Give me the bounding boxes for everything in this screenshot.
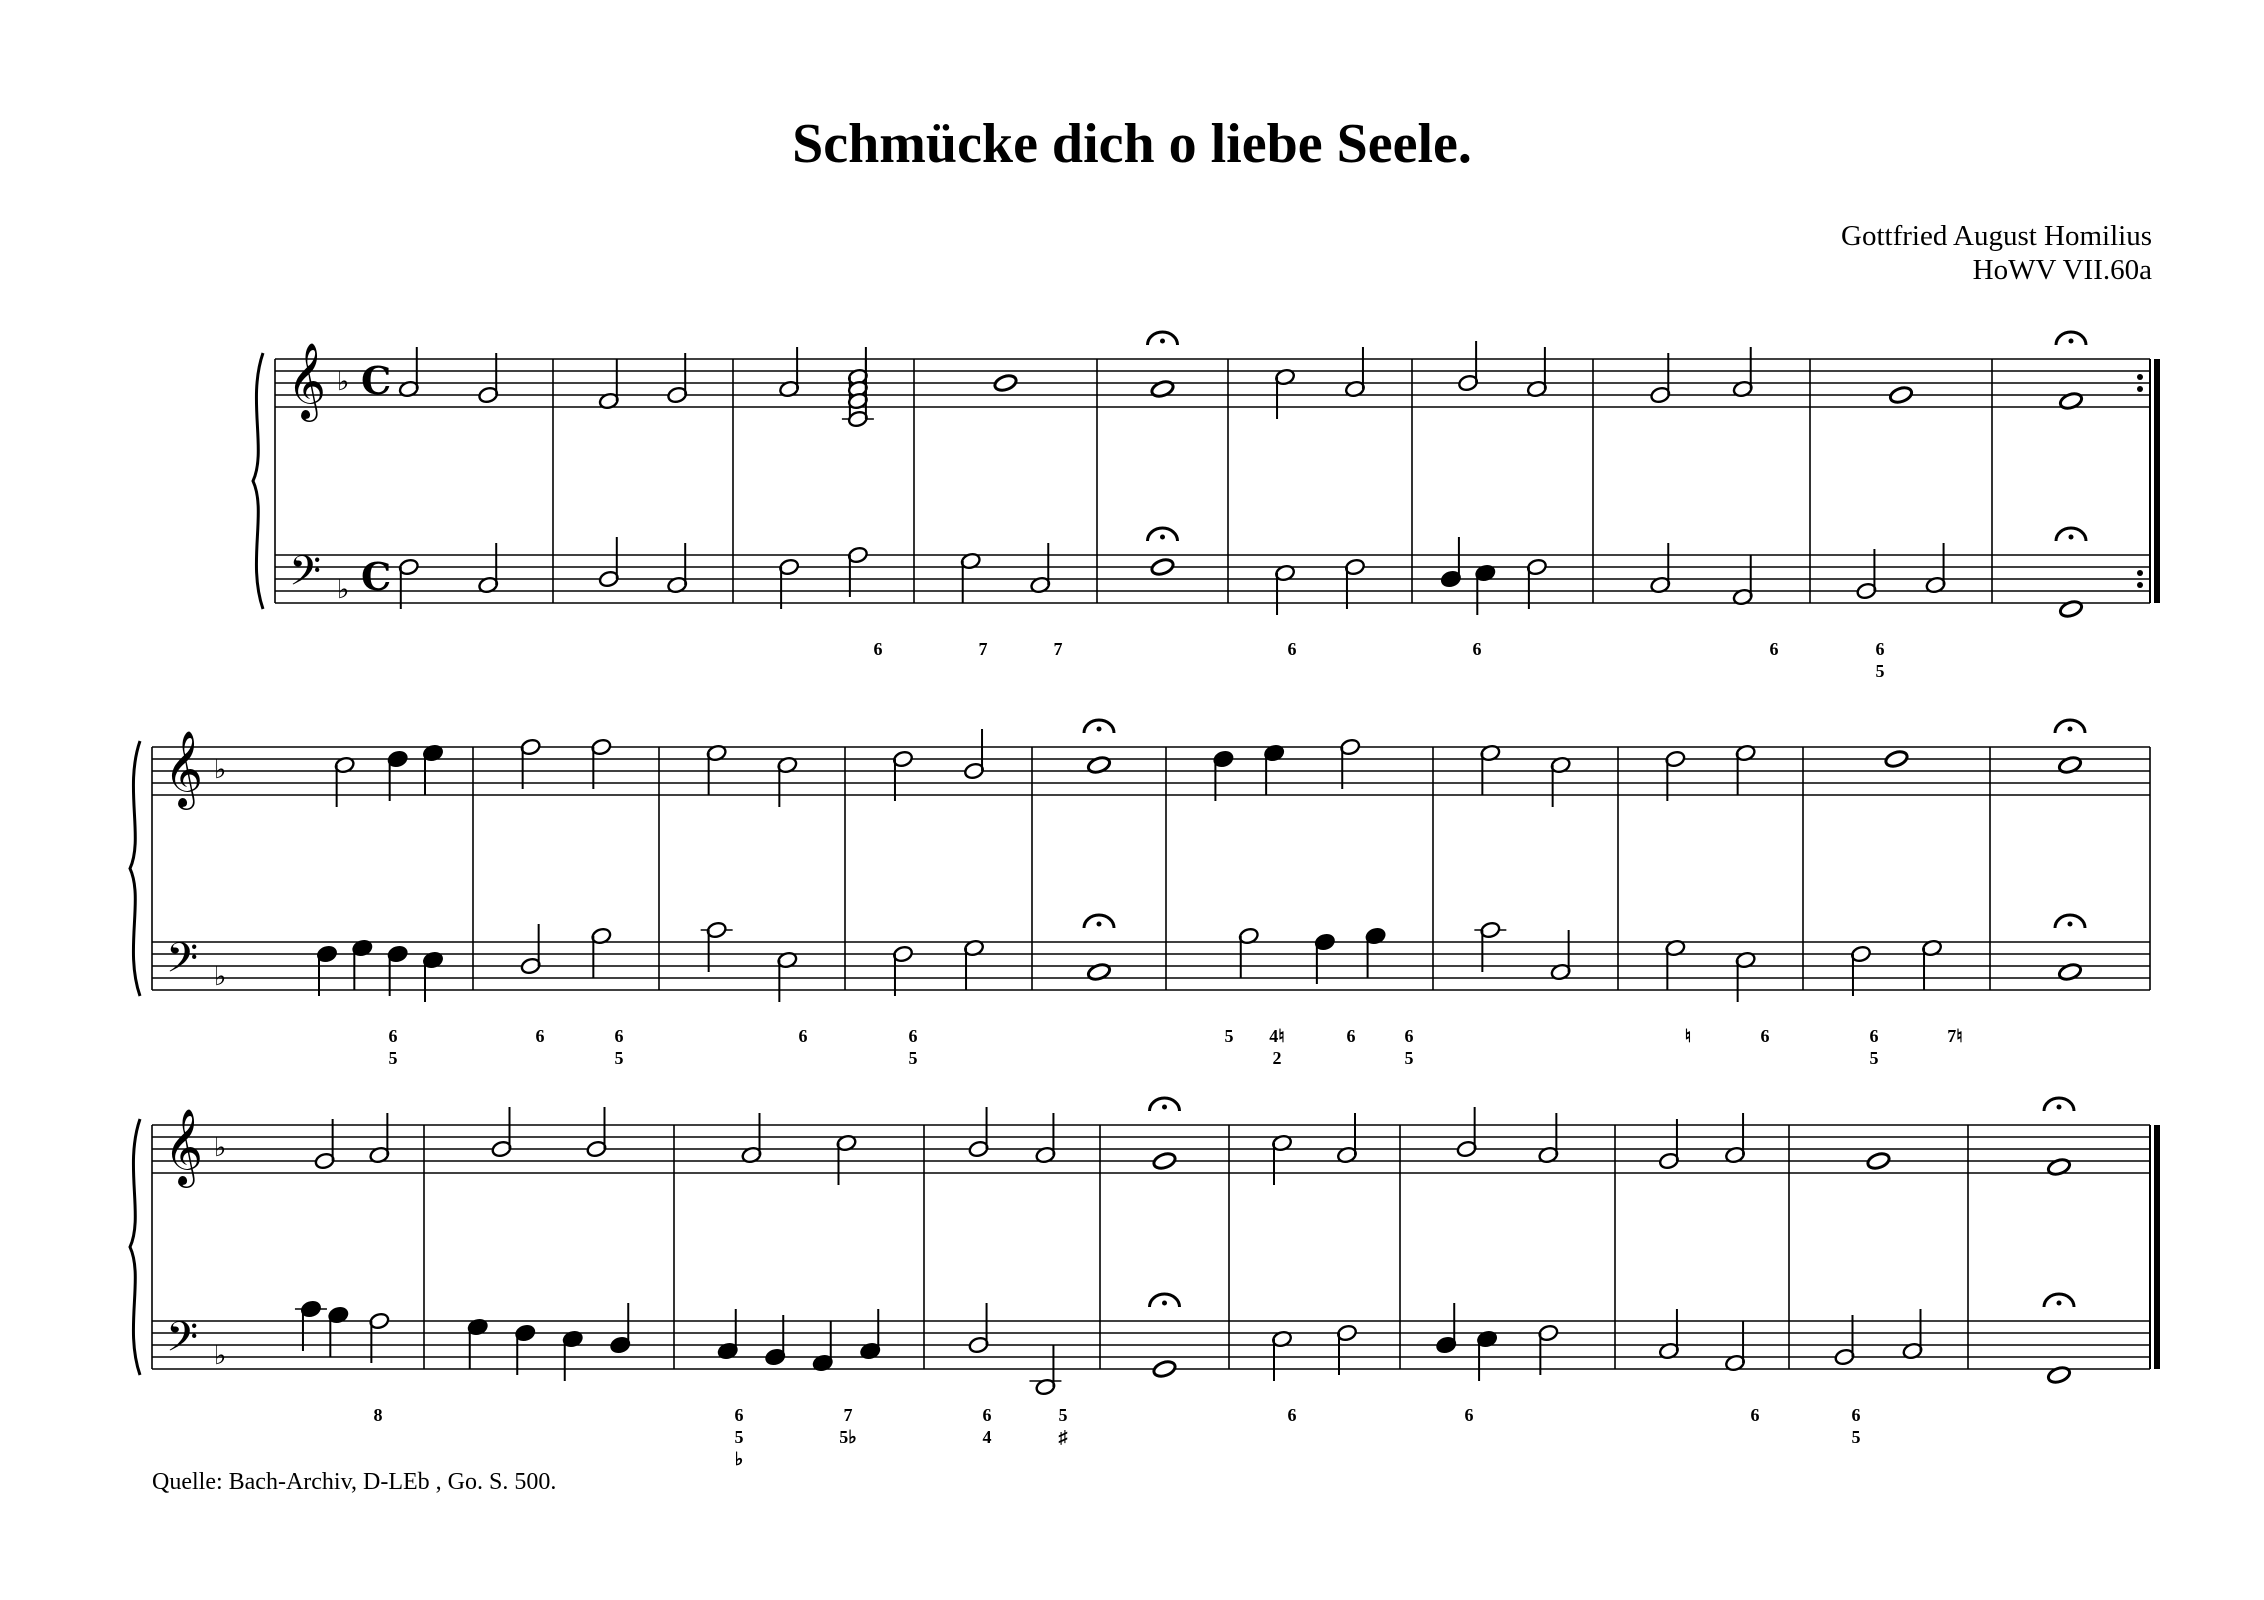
figured-bass-figure: 6 <box>1287 1405 1297 1425</box>
grand-staff-brace <box>130 1119 140 1375</box>
fermata-dot <box>2057 1301 2062 1306</box>
work-catalog-number: HoWV VII.60a <box>1972 254 2152 286</box>
key-signature-flat: ♭ <box>214 1133 227 1163</box>
figured-bass-figure: 5 <box>1404 1048 1414 1068</box>
note-head <box>2046 1365 2071 1385</box>
figured-bass-figure: 6 <box>1750 1405 1760 1425</box>
end-thick-barline <box>2154 1125 2160 1369</box>
figured-bass-figure: 6 <box>1464 1405 1474 1425</box>
figured-bass-figure: 5 <box>908 1048 918 1068</box>
figured-bass-figure: 6 <box>535 1026 545 1046</box>
figured-bass-figure: 2 <box>1272 1048 1282 1068</box>
repeat-dot <box>2137 570 2143 576</box>
treble-clef: 𝄞 <box>164 1108 204 1185</box>
fermata-dot <box>1097 922 1102 927</box>
figured-bass-figure: 6 <box>614 1026 624 1046</box>
note-head <box>1150 379 1175 399</box>
grand-staff-brace <box>130 741 140 996</box>
treble-clef: 𝄞 <box>164 730 204 807</box>
repeat-dot <box>2137 582 2143 588</box>
fermata-dot <box>2068 922 2073 927</box>
note-head <box>1152 1359 1177 1379</box>
note-head <box>2046 1157 2071 1177</box>
end-thick-barline <box>2154 359 2160 603</box>
fermata-dot <box>1162 1301 1167 1306</box>
composer-name: Gottfried August Homilius <box>1841 220 2152 252</box>
figured-bass-figure: 6 <box>1287 639 1297 659</box>
fermata-dot <box>1162 1105 1167 1110</box>
figured-bass-figure: ♭ <box>734 1449 744 1469</box>
figured-bass-figure: 6 <box>1346 1026 1356 1046</box>
key-signature-flat: ♭ <box>337 575 350 605</box>
fermata-dot <box>2068 727 2073 732</box>
note-head <box>2057 962 2082 982</box>
figured-bass-figure: 5 <box>1058 1405 1068 1425</box>
note-head <box>993 373 1018 393</box>
fermata-dot <box>2057 1105 2062 1110</box>
figured-bass-figure: 7 <box>843 1405 853 1425</box>
figured-bass-figure: 6 <box>873 639 883 659</box>
fermata-dot <box>1160 339 1165 344</box>
bass-clef: 𝄢 <box>289 547 322 605</box>
note-head <box>1086 755 1111 775</box>
figured-bass-figure: 6 <box>1851 1405 1861 1425</box>
note-head <box>2057 755 2082 775</box>
figured-bass-figure: 6 <box>1760 1026 1770 1046</box>
figured-bass-figure: 6 <box>982 1405 992 1425</box>
fermata-dot <box>2069 535 2074 540</box>
figured-bass-figure: 5 <box>1851 1427 1861 1447</box>
figured-bass-figure: 6 <box>1769 639 1779 659</box>
key-signature-flat: ♭ <box>214 755 227 785</box>
figured-bass-figure: 7 <box>978 639 988 659</box>
page-title: Schmücke dich o liebe Seele. <box>792 113 1472 175</box>
figured-bass-figure: 5♭ <box>839 1427 857 1447</box>
figured-bass-figure: 5 <box>1869 1048 1879 1068</box>
figured-bass-figure: 4 <box>982 1427 992 1447</box>
figured-bass-figure: 6 <box>798 1026 808 1046</box>
bass-clef: 𝄢 <box>166 1313 199 1371</box>
figured-bass-figure: 6 <box>1875 639 1885 659</box>
repeat-dot <box>2137 386 2143 392</box>
figured-bass-figure: 6 <box>1472 639 1482 659</box>
note-head <box>2058 391 2083 411</box>
note-head <box>1086 962 1111 982</box>
key-signature-flat: ♭ <box>337 367 350 397</box>
system-3 <box>130 1098 2160 1469</box>
figured-bass-figure: 6 <box>734 1405 744 1425</box>
grand-staff-brace <box>253 353 263 609</box>
figured-bass-figure: 4♮ <box>1269 1026 1285 1046</box>
figured-bass-figure: ♮ <box>1684 1026 1692 1046</box>
fermata-dot <box>1160 535 1165 540</box>
key-signature-flat: ♭ <box>214 1341 227 1371</box>
key-signature-flat: ♭ <box>214 962 227 992</box>
bass-clef: 𝄢 <box>166 934 199 992</box>
figured-bass-figure: 5 <box>734 1427 744 1447</box>
source-citation: Quelle: Bach-Archiv, D-LEb , Go. S. 500. <box>152 1469 557 1495</box>
note-head <box>1150 557 1175 577</box>
note-head <box>2058 599 2083 619</box>
time-signature: C <box>361 358 392 403</box>
figured-bass-figure: 6 <box>1869 1026 1879 1046</box>
repeat-dot <box>2137 374 2143 380</box>
figured-bass-figure: 7♮ <box>1947 1026 1963 1046</box>
note-head <box>1866 1151 1891 1171</box>
figured-bass-figure: 5 <box>1224 1026 1234 1046</box>
figured-bass-figure: 5 <box>1875 661 1885 681</box>
fermata-dot <box>1097 727 1102 732</box>
treble-clef: 𝄞 <box>287 342 327 419</box>
note-head <box>1152 1151 1177 1171</box>
figured-bass-figure: 5 <box>614 1048 624 1068</box>
figured-bass-figure: ♯ <box>1058 1427 1068 1447</box>
time-signature: C <box>361 554 392 599</box>
figured-bass-figure: 6 <box>908 1026 918 1046</box>
fermata-dot <box>2069 339 2074 344</box>
figured-bass-figure: 6 <box>1404 1026 1414 1046</box>
note-head <box>1884 749 1909 769</box>
figured-bass-figure: 8 <box>373 1405 383 1425</box>
figured-bass-figure: 6 <box>388 1026 398 1046</box>
figured-bass-figure: 7 <box>1053 639 1063 659</box>
system-2 <box>130 720 2150 1068</box>
note-head <box>1888 385 1913 405</box>
system-1 <box>253 332 2160 681</box>
figured-bass-figure: 5 <box>388 1048 398 1068</box>
